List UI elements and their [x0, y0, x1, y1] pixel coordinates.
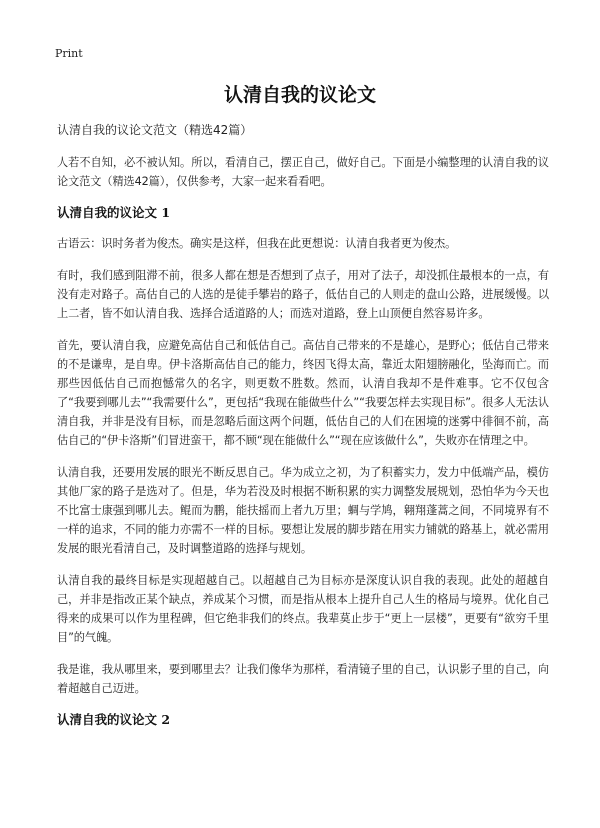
section-1-paragraph-1: 古语云：识时务者为俊杰。确实是这样，但我在此更想说：认清自我者更为俊杰。	[57, 237, 457, 250]
section-1-paragraph-4: 认清自我，还要用发展的眼光不断反思自己。华为成立之初，为了积蓄实力，发力中低端产品，模仿其他厂家的路子是选对了。但是，华为若没及时根据不断积累的实力调整发展规划，恐怕华为今天也不比富士康强到哪儿去。鲲而为鹏，能扶摇而上者九万里；蜩与学鸠，翱翔蓬蒿之间，不同境界有不一样的追求，不同的能力亦需不一样的目标。要想让发展的脚步踏在用实力铺就的路基上，就必需用发展的眼光看清自己，及时调整道路的选择与规划。	[57, 466, 549, 555]
article-subtitle: 认清自我的议论文范文（精选42篇）	[57, 123, 253, 137]
section-heading-2: 认清自我的议论文 2	[57, 712, 171, 727]
print-link[interactable]: Print	[55, 47, 83, 60]
section-1-paragraph-5: 认清自我的最终目标是实现超越自己。以超越自己为目标亦是深度认识自我的表现。此处的超越自己，并非是指改正某个缺点，养成某个习惯，而是指从根本上提升自己人生的格局与境界。优化自己得来的成果可以作为里程碑，但它绝非我们的终点。我辈莫止步于“更上一层楼”，更要有“欲穷千里目”的气魄。	[57, 574, 549, 644]
page-title: 认清自我的议论文	[223, 84, 376, 106]
section-1-paragraph-2: 有时，我们感到阻滞不前，很多人都在想是否想到了点子，用对了法子，却没抓住最根本的一点，有没有走对路子。高估自己的人选的是徒手攀岩的路子，低估自己的人则走的盘山公路，进展缓慢。以上二者，皆不如认清自我、选择合适道路的人；而选对道路，登上山顶便自然容易许多。	[57, 269, 549, 320]
intro-paragraph: 人若不自知，必不被认知。所以，看清自己，摆正自己，做好自己。下面是小编整理的认清自我的议论文范文（精选42篇），仅供参考，大家一起来看看吧。	[57, 156, 549, 188]
article-body	[57, 121, 549, 741]
section-1-paragraph-6: 我是谁，我从哪里来，要到哪里去？让我们像华为那样，看清镜子里的自己，认识影子里的自己，向着超越自己迈进。	[57, 663, 549, 695]
section-1-paragraph-3: 首先，要认清自我，应避免高估自己和低估自己。高估自己带来的不是雄心，是野心；低估自己带来的不是谦卑，是自卑。伊卡洛斯高估自己的能力，终因飞得太高，靠近太阳翅膀融化，坠海而亡。而那些因低估自己而抱憾常久的名字，则更数不胜数。然而，认清自我却不是件难事。它不仅包含了“我要到哪儿去”“我需要什么”，更包括“我现在能做些什么”“我要怎样去实现目标”。很多人无法认清自我，并非是没有目标，而是忽略后面这两个问题，低估自己的人们在困境的迷雾中徘徊不前，高估自己的“伊卡洛斯”们冒进蛮干，都不顾“现在能做什么”“现在应该做什么”，失败亦在情理之中。	[57, 339, 549, 447]
section-heading-1: 认清自我的议论文 1	[57, 205, 171, 220]
